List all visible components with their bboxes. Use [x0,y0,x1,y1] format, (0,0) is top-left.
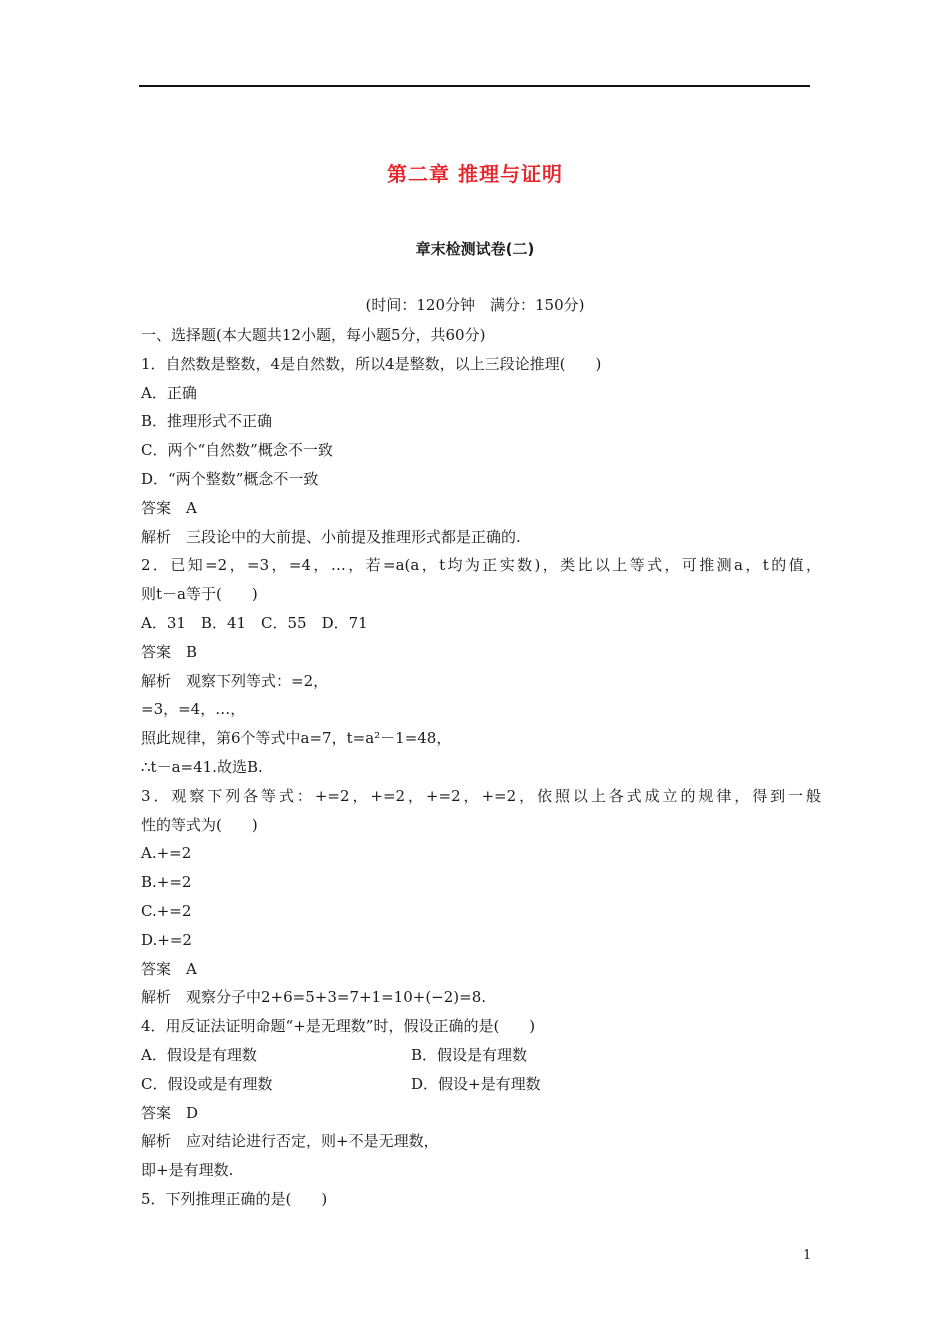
document-body [141,321,821,1214]
exam-subtitle: 章末检测试卷(二) [415,240,535,258]
q3-option-d: D.+=2 [141,930,192,949]
section-heading: 一、选择题(本大题共12小题，每小题5分，共60分) [141,326,486,344]
q4-option-c: C．假设或是有理数 [141,1074,273,1093]
q4-option-b: B．假设是有理数 [411,1045,528,1064]
q3-analysis: 解析 观察分子中2+6=5+3=7+1=10+(−2)=8. [141,988,487,1007]
exam-info: (时间：120分钟 满分：150分) [365,296,585,314]
q4-analysis-2: 即+是有理数. [141,1161,234,1180]
q3-option-b: B.+=2 [141,873,192,892]
question-2-line-1: 2．已知=2，=3，=4，…，若=a(a，t均为正实数)，类比以上等式，可推测a，t的值， [141,556,821,575]
question-1: 1．自然数是整数，4是自然数，所以4是整数，以上三段论推理( ) [141,354,602,373]
q2-analysis-3: 照此规律，第6个等式中a=7，t=a²－1=48， [141,729,452,748]
q2-answer: 答案 B [141,642,198,661]
q4-options-row-2 [141,1070,821,1099]
chapter-title: 第二章 推理与证明 [387,162,563,186]
q1-option-d: D．“两个整数”概念不一致 [141,469,319,488]
q3-option-c: C.+=2 [141,901,192,920]
q1-option-c: C．两个“自然数”概念不一致 [141,441,333,460]
q2-analysis-1: 解析 观察下列等式：=2， [141,671,329,690]
q1-answer: 答案 A [141,498,197,517]
question-3-line-2: 性的等式为( ) [141,815,258,834]
page-number: 1 [803,1248,812,1263]
question-4: 4．用反证法证明命题“+是无理数”时，假设正确的是( ) [141,1017,536,1036]
q2-options: A．31 B．41 C．55 D．71 [141,613,368,632]
q3-answer: 答案 A [141,959,197,978]
question-2-line-2: 则t－a等于( ) [141,585,258,604]
q1-option-a: A．正确 [141,383,197,402]
q4-option-d: D．假设+是有理数 [411,1074,541,1093]
q4-option-a: A．假设是有理数 [141,1045,257,1064]
question-3-line-1: 3．观察下列各等式：+=2，+=2，+=2，+=2，依照以上各式成立的规律，得到一般 [141,786,821,805]
q3-option-a: A.+=2 [141,844,192,863]
header-rule [139,85,810,87]
q1-analysis: 解析 三段论中的大前提、小前提及推理形式都是正确的. [141,527,521,546]
q2-analysis-4: ∴t－a=41.故选B. [141,757,263,776]
q2-analysis-2: =3，=4，…， [141,700,246,719]
q4-answer: 答案 D [141,1103,199,1122]
q4-analysis-1: 解析 应对结论进行否定，则+不是无理数， [141,1132,439,1151]
q4-options-row-1 [141,1041,821,1070]
q1-option-b: B．推理形式不正确 [141,412,273,431]
question-5: 5．下列推理正确的是( ) [141,1189,328,1208]
